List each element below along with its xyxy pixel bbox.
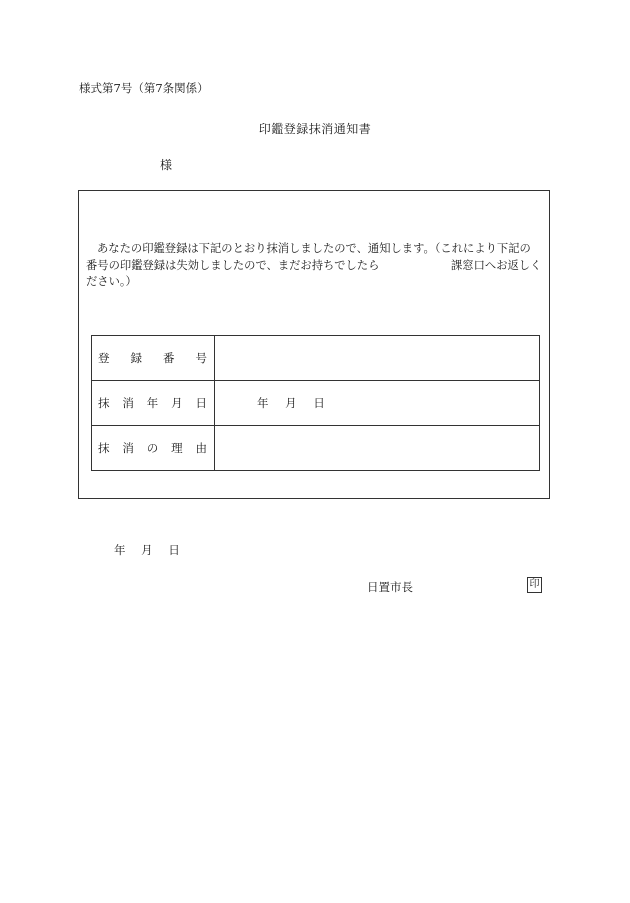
label-char: 消 — [122, 441, 134, 455]
value-cancellation-date[interactable] — [215, 381, 540, 426]
issue-date-year-mark: 年 — [114, 543, 127, 557]
label-char: 番 — [163, 351, 175, 365]
form-number: 様式第7号（第7条関係） — [79, 81, 209, 95]
notice-line-3: ださい。） — [86, 275, 137, 288]
date-day-mark: 日 — [313, 396, 325, 410]
label-char: 抹 — [98, 441, 110, 455]
label-char: 理 — [171, 441, 183, 455]
value-registration-number[interactable] — [215, 336, 540, 381]
issue-date-month-mark: 月 — [141, 543, 154, 557]
label-cancellation-date — [92, 381, 215, 426]
label-char: 録 — [130, 351, 142, 365]
issue-date — [114, 542, 181, 558]
table-row-registration-number — [92, 336, 540, 381]
label-char: 号 — [195, 351, 207, 365]
table-row-cancellation-date — [92, 381, 540, 426]
value-cancellation-reason[interactable] — [215, 426, 540, 471]
label-char: 登 — [98, 351, 110, 365]
document-title: 印鑑登録抹消通知書 — [258, 122, 372, 136]
issuer-name: 日置市長 — [367, 580, 413, 594]
addressee-suffix: 様 — [160, 158, 173, 172]
date-month-mark: 月 — [285, 396, 297, 410]
notice-line-1: あなたの印鑑登録は下記のとおり抹消しましたので、通知します。（これにより下記の — [97, 242, 531, 255]
date-year-mark: 年 — [257, 396, 269, 410]
notice-box — [78, 190, 550, 499]
issue-date-day-mark: 日 — [168, 543, 181, 557]
label-char: の — [146, 441, 159, 455]
label-char: 消 — [122, 396, 134, 410]
label-cancellation-reason — [92, 426, 215, 471]
label-char: 由 — [195, 441, 207, 455]
detail-table — [91, 335, 540, 471]
label-char: 月 — [171, 396, 183, 410]
label-char: 年 — [146, 396, 159, 410]
label-char: 抹 — [98, 396, 110, 410]
seal-mark: 印 — [527, 577, 542, 593]
label-char: 日 — [195, 396, 207, 410]
notice-line-2: 番号の印鑑登録は失効しましたので、まだお持ちでしたら — [86, 259, 380, 272]
table-row-cancellation-reason — [92, 426, 540, 471]
notice-line-2-tail: 課窓口へお返しく — [451, 259, 542, 272]
label-registration-number — [92, 336, 215, 381]
